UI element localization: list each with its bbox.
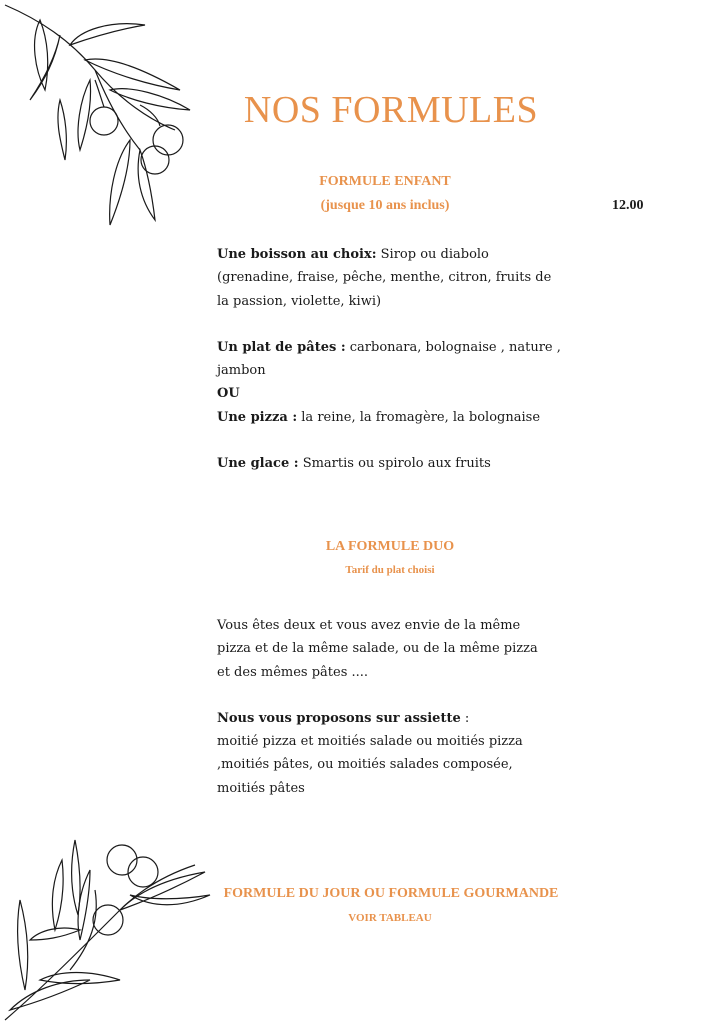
ou-label: OU <box>217 386 240 402</box>
formule-duo-subtitle: Tarif du plat choisi <box>345 564 435 576</box>
formule-jour-title: FORMULE DU JOUR OU FORMULE GOURMANDE <box>223 886 559 901</box>
pizza-label: Une pizza : <box>217 409 298 425</box>
glace-label: Une glace : <box>217 456 299 472</box>
duo-propose-line <box>217 707 577 730</box>
boisson-line-3: la passion, violette, kiwi) <box>217 293 382 309</box>
plat-text: carbonara, bolognaise , nature , <box>345 339 561 355</box>
duo-line-2: ,moitiés pâtes, ou moitiés salades composée, <box>217 757 513 773</box>
formule-jour-subtitle: VOIR TABLEAU <box>348 912 432 924</box>
duo-line-1: moitié pizza et moitiés salade ou moitiés pizza <box>217 734 523 750</box>
glace-text: Smartis ou spirolo aux fruits <box>298 456 491 472</box>
duo-para-line-2: pizza et de la même salade, ou de la même pizza <box>217 641 538 657</box>
plat-line-2: jambon <box>217 363 266 379</box>
formule-enfant-title: FORMULE ENFANT <box>319 174 451 189</box>
duo-propose-colon: : <box>460 710 470 726</box>
duo-para-line-1: Vous êtes deux et vous avez envie de la même <box>217 618 521 633</box>
glace-line <box>217 452 577 475</box>
formule-duo-content <box>217 614 577 800</box>
duo-para-line-3: et des mêmes pâtes .... <box>217 664 369 680</box>
formule-duo-title: LA FORMULE DUO <box>325 539 455 554</box>
duo-line-3: moitiés pâtes <box>217 780 305 796</box>
boisson-line-2: (grenadine, fraise, pêche, menthe, citron, fruits de <box>217 270 552 286</box>
plat-label: Un plat de pâtes : <box>217 339 346 355</box>
pizza-line <box>217 406 577 429</box>
formule-enfant-price: 12.00 <box>612 198 644 213</box>
pizza-text: la reine, la fromagère, la bolognaise <box>297 409 541 425</box>
duo-propose-label: Nous vous proposons sur assiette <box>217 710 461 726</box>
page-title: NOS FORMULES <box>243 89 539 131</box>
plat-line <box>217 336 577 359</box>
formule-enfant-content <box>217 243 577 475</box>
boisson-label: Une boisson au choix: <box>217 247 377 262</box>
boisson-text: Sirop ou diabolo <box>376 247 489 262</box>
olive-branch-bottom-icon <box>0 830 215 1024</box>
formule-enfant-subtitle: (jusque 10 ans inclus) <box>320 198 450 213</box>
boisson-line <box>217 243 577 266</box>
